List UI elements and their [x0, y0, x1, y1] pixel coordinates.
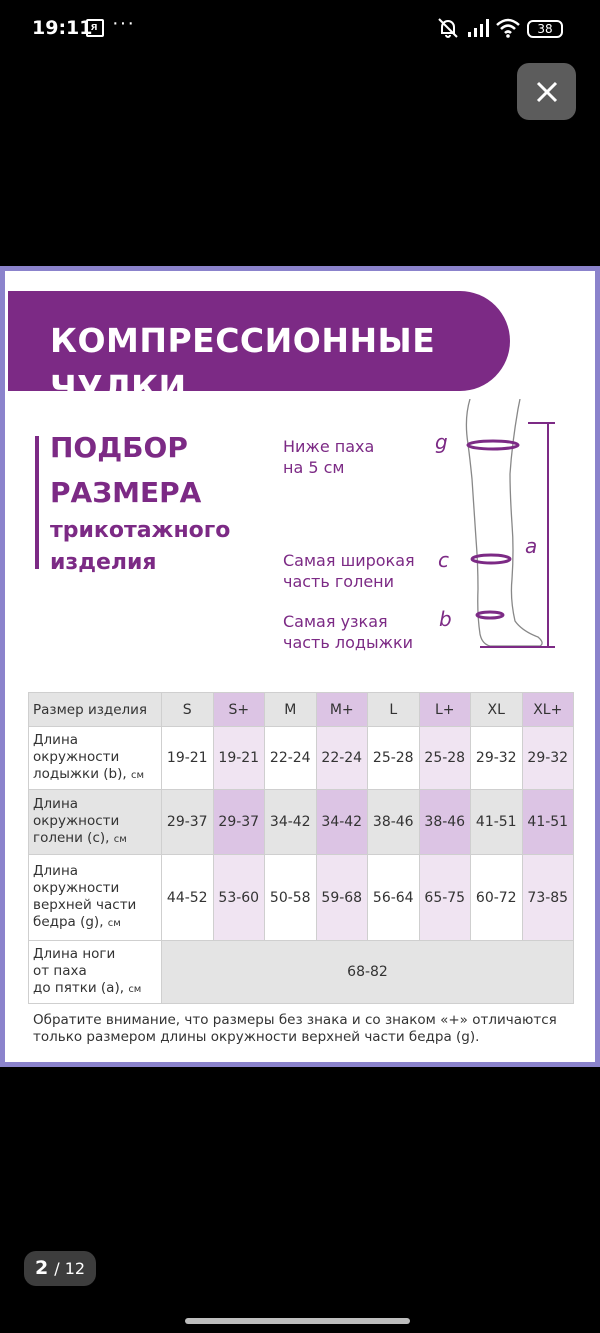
label-b: [283, 611, 413, 653]
table-cell: 44-52: [162, 855, 214, 941]
title-line4: изделия: [50, 550, 157, 575]
table-cell: 60-72: [471, 855, 523, 941]
table-cell: 19-21: [162, 727, 214, 790]
banner: [8, 291, 510, 407]
table-cell: 34-42: [316, 790, 368, 855]
table-cell: 73-85: [522, 855, 574, 941]
page-indicator: [24, 1251, 96, 1286]
page-current: 2: [34, 1257, 49, 1279]
title-line2: РАЗМЕРА: [50, 476, 202, 509]
row-label-line: до пятки (a),: [33, 980, 129, 996]
banner-title-line2: ЧУЛКИ: [50, 368, 187, 407]
row-label: [29, 855, 162, 941]
letter-g: g: [435, 430, 448, 454]
row-label: [29, 941, 162, 1004]
status-bar: [0, 0, 600, 58]
row-label-line: верхней части: [33, 897, 137, 913]
battery-icon: 38: [527, 20, 563, 38]
row-unit: см: [107, 918, 121, 929]
table-row: [29, 727, 574, 790]
header-cell: Размер изделия: [29, 693, 162, 727]
row-label-line: от паха: [33, 963, 87, 979]
size-table: [28, 692, 574, 1004]
row-unit: см: [128, 984, 142, 995]
table-cell: 50-58: [265, 855, 317, 941]
header-cell: S+: [213, 693, 265, 727]
header-cell: L+: [419, 693, 471, 727]
row-label-line: окружности: [33, 813, 120, 829]
label-g: [283, 436, 374, 478]
close-button[interactable]: [517, 63, 576, 120]
signal-icon: [466, 18, 490, 38]
status-time: 19:11: [32, 17, 93, 39]
wifi-icon: [496, 17, 520, 39]
page-total: / 12: [54, 1259, 86, 1278]
header-cell: S: [162, 693, 214, 727]
letter-b: b: [439, 607, 452, 631]
row-label-line: окружности: [33, 749, 120, 765]
app-notification-icon: [86, 19, 104, 37]
letter-a: a: [525, 534, 538, 558]
table-cell: 29-37: [213, 790, 265, 855]
table-cell: 29-32: [471, 727, 523, 790]
table-cell: 19-21: [213, 727, 265, 790]
header-cell: XL: [471, 693, 523, 727]
row-label-line: голени (c),: [33, 830, 114, 846]
close-icon: [535, 80, 559, 104]
table-row: [29, 855, 574, 941]
table-cell: 29-32: [522, 727, 574, 790]
row-label: [29, 790, 162, 855]
more-notifications-icon: ···: [112, 12, 135, 34]
row-unit: см: [113, 834, 127, 845]
row-label: [29, 727, 162, 790]
label-g-line2: на 5 см: [283, 458, 345, 477]
table-cell: 38-46: [419, 790, 471, 855]
letter-c: c: [438, 548, 449, 572]
table-cell: 22-24: [265, 727, 317, 790]
header-cell: XL+: [522, 693, 574, 727]
label-b-line2: часть лодыжки: [283, 633, 414, 652]
leg-diagram-icon: [460, 399, 560, 659]
table-row: [29, 790, 574, 855]
note-text: Обратите внимание, что размеры без знака и со знаком «+» отличаются только размером длины окружности верхней части бедра (g).: [33, 1012, 557, 1045]
row-label-line: Длина: [33, 796, 79, 812]
header-cell: M: [265, 693, 317, 727]
title-line3: трикотажного: [50, 518, 231, 543]
table-cell: 34-42: [265, 790, 317, 855]
title-accent-bar: [35, 436, 39, 569]
table-cell: 56-64: [368, 855, 420, 941]
table-cell: 22-24: [316, 727, 368, 790]
row-label-line: бедра (g),: [33, 914, 108, 930]
home-indicator[interactable]: [185, 1318, 410, 1324]
table-cell: 59-68: [316, 855, 368, 941]
table-cell: 68-82: [162, 941, 574, 1004]
table-cell: 65-75: [419, 855, 471, 941]
table-cell: 38-46: [368, 790, 420, 855]
image-viewer[interactable]: [0, 266, 600, 1067]
header-cell: L: [368, 693, 420, 727]
row-label-line: Длина: [33, 732, 79, 748]
row-unit: см: [130, 770, 144, 781]
table-cell: 29-37: [162, 790, 214, 855]
table-cell: 41-51: [471, 790, 523, 855]
label-c-line1: Самая широкая: [283, 551, 415, 570]
table-cell: 53-60: [213, 855, 265, 941]
table-cell: 41-51: [522, 790, 574, 855]
banner-title-line1: КОМПРЕССИОННЫЕ: [50, 321, 436, 360]
label-c-line2: часть голени: [283, 572, 395, 591]
row-label-line: лодыжки (b),: [33, 766, 131, 782]
row-label-line: Длина ноги: [33, 946, 116, 962]
table-header-row: [29, 693, 574, 727]
size-chart-image: [5, 271, 595, 1062]
table-row: [29, 941, 574, 1004]
header-cell: M+: [316, 693, 368, 727]
title-line1: ПОДБОР: [50, 431, 188, 464]
label-b-line1: Самая узкая: [283, 612, 388, 631]
label-g-line1: Ниже паха: [283, 437, 375, 456]
label-c: [283, 550, 415, 592]
table-cell: 25-28: [419, 727, 471, 790]
row-label-line: окружности: [33, 880, 120, 896]
bell-off-icon: [436, 16, 460, 40]
table-cell: 25-28: [368, 727, 420, 790]
row-label-line: Длина: [33, 863, 79, 879]
